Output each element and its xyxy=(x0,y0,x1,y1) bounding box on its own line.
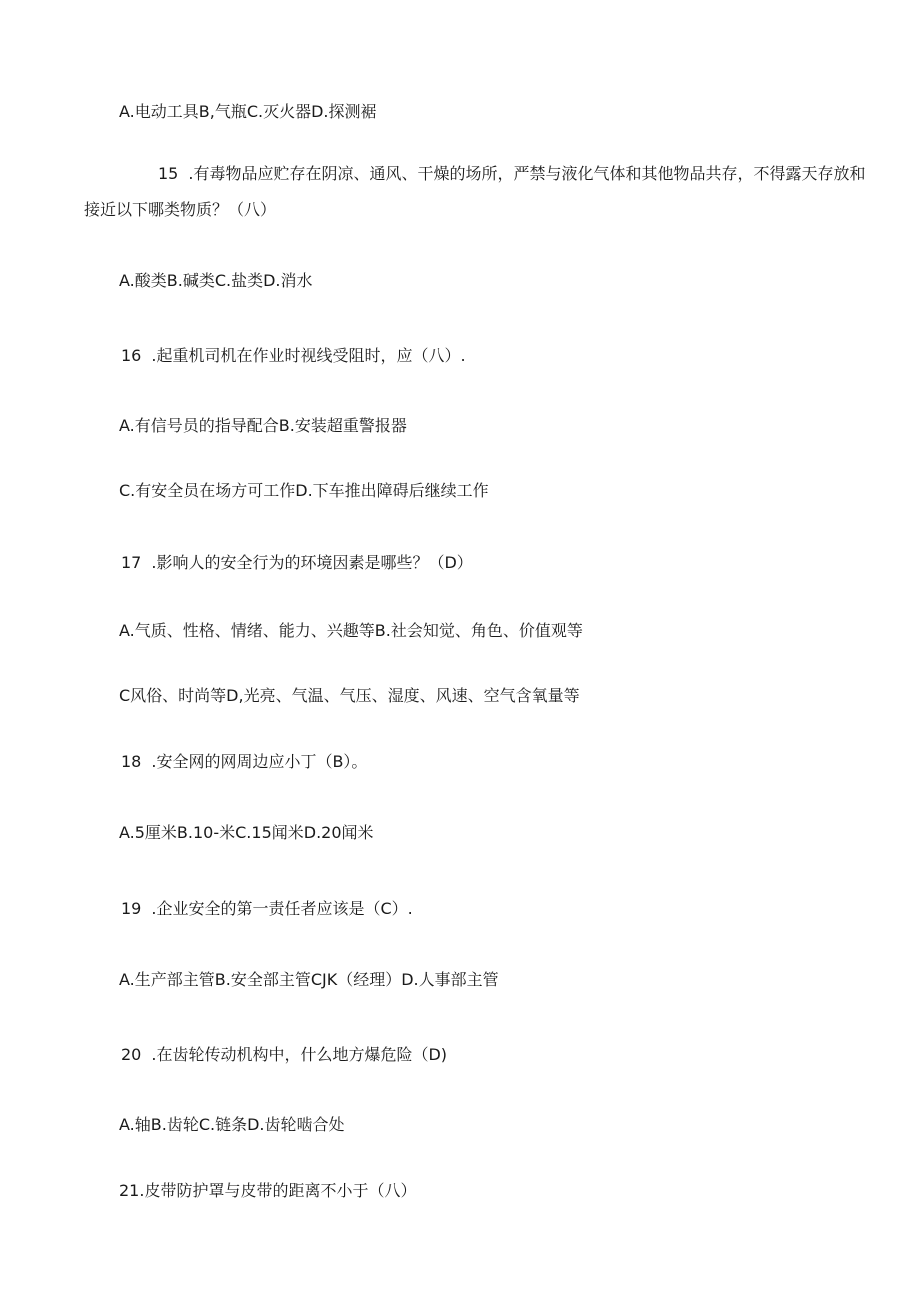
question-number: 15 xyxy=(158,164,179,183)
question-20 xyxy=(121,1045,447,1065)
question-number: 17 xyxy=(121,553,142,572)
question-text: .影响人的安全行为的环境因素是哪些？（D） xyxy=(151,553,473,572)
question-number: 20 xyxy=(121,1045,142,1064)
answer-options-q16-line1: A.有信号员的指导配合B.安装超重警报器 xyxy=(119,416,407,435)
question-15 xyxy=(84,156,874,228)
answer-options-q17-line2: C风俗、时尚等D,光亮、气温、气压、湿度、风速、空气含氧量等 xyxy=(119,686,580,705)
answer-options-q16-line2: C.有安全员在场方可工作D.下车推出障碍后继续工作 xyxy=(119,481,489,500)
question-text: .安全网的网周边应小丁（B）。 xyxy=(151,752,368,771)
question-number: 16 xyxy=(121,346,142,365)
answer-options-q18: A.5厘米B.10-米C.15闻米D.20闻米 xyxy=(119,823,374,842)
question-18 xyxy=(121,752,367,772)
question-number: 19 xyxy=(121,899,142,918)
answer-options-q15: A.酸类B.碱类C.盐类D.消水 xyxy=(119,271,313,290)
answer-options-q20: A.轴B.齿轮C.链条D.齿轮啮合处 xyxy=(119,1115,345,1134)
question-19 xyxy=(121,899,413,919)
question-text: .在齿轮传动机构中，什么地方爆危险（D) xyxy=(151,1045,448,1064)
question-text: .有毒物品应贮存在阴凉、通风、干燥的场所，严禁与液化气体和其他物品共存，不得露天存放和接近以下哪类物质？（八） xyxy=(84,164,866,219)
answer-options-q19: A.生产部主管B.安全部主管CJK（经理）D.人事部主管 xyxy=(119,970,499,989)
question-16 xyxy=(121,346,466,366)
question-number: 18 xyxy=(121,752,142,771)
question-17 xyxy=(121,553,473,573)
question-text: .企业安全的第一责任者应该是（C）. xyxy=(151,899,413,918)
answer-options-q17-line1: A.气质、性格、情绪、能力、兴趣等B.社会知觉、角色、价值观等 xyxy=(119,621,583,640)
question-21: 21.皮带防护罩与皮带的距离不小于（八） xyxy=(119,1181,417,1200)
question-text: .起重机司机在作业时视线受阻时，应（八）. xyxy=(151,346,466,365)
answer-options-q14: A.电动工具B,气瓶C.灭火器D.探测裾 xyxy=(119,102,377,121)
